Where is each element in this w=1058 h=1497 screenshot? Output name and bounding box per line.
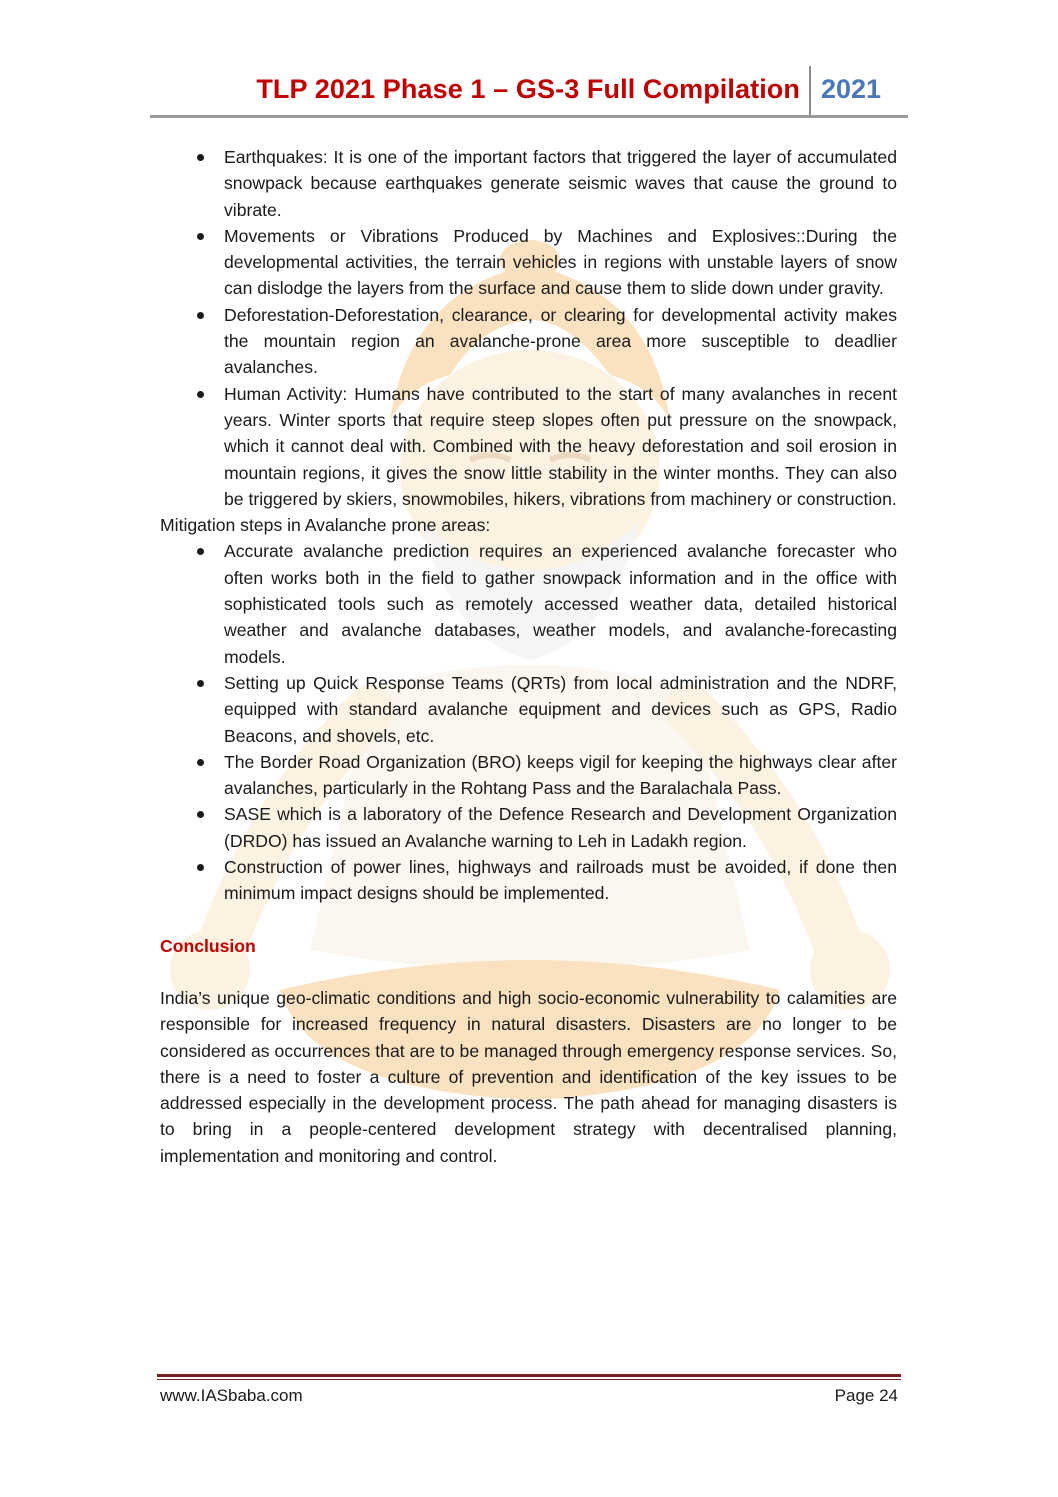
footer-rule-thin xyxy=(157,1379,901,1380)
bullet-icon xyxy=(197,548,204,555)
document-year: 2021 xyxy=(821,74,882,104)
footer-rule xyxy=(157,1374,901,1377)
bullet-icon xyxy=(197,680,204,687)
list-item: The Border Road Organization (BRO) keeps vigil for keeping the highways clear after avalanches, particularly in the Rohtang Pass and the Baralachala Pass. xyxy=(160,749,897,802)
page-body xyxy=(160,144,897,1169)
footer-website-link[interactable]: www.IASbaba.com xyxy=(160,1386,303,1405)
list-item: Earthquakes: It is one of the important factors that triggered the layer of accumulated snowpack because earthquakes generate seismic waves that cause the ground to vibrate. xyxy=(160,144,897,223)
list-item: Deforestation-Deforestation, clearance, or clearing for developmental activity makes the mountain region an avalanche-prone area more susceptible to deadlier avalanches. xyxy=(160,302,897,381)
list-item: Construction of power lines, highways and railroads must be avoided, if done then minimum impact designs should be implemented. xyxy=(160,854,897,907)
bullet-icon xyxy=(197,391,204,398)
causes-list xyxy=(160,144,897,512)
conclusion-heading: Conclusion xyxy=(160,935,256,956)
list-item: Human Activity: Humans have contributed to the start of many avalanches in recent years. Winter sports that require steep slopes often put pressure on the snowpack, which it cannot deal with. Combined with the heavy deforestation and soil erosion in mountain regions, it gives the snow little stability in the winter months. They can also be triggered by skiers, snowmobiles, hikers, vibrations from machinery or construction. xyxy=(160,381,897,512)
mitigation-list xyxy=(160,538,897,906)
page-header xyxy=(150,66,908,118)
bullet-icon xyxy=(197,154,204,161)
header-rule xyxy=(150,115,908,118)
bullet-icon xyxy=(197,759,204,766)
list-item: Accurate avalanche prediction requires an experienced avalanche forecaster who often works both in the field to gather snowpack information and in the office with sophisticated tools such as remotely accessed weather data, detailed historical weather and avalanche databases, weather models, and avalanche-forecasting models. xyxy=(160,538,897,669)
header-divider xyxy=(809,66,811,116)
page-number: Page 24 xyxy=(834,1386,898,1405)
conclusion-paragraph: India’s unique geo-climatic conditions and high socio-economic vulnerability to calamities are responsible for increased frequency in natural disasters. Disasters are no longer to be considered as occurrences that are to be managed through emergency response services. So, there is a need to foster a culture of prevention and identification of the key issues to be addressed especially in the development process. The path ahead for managing disasters is to bring in a people-centered development strategy with decentralised planning, implementation and monitoring and control. xyxy=(160,987,897,1166)
document-title: TLP 2021 Phase 1 – GS-3 Full Compilation xyxy=(256,74,800,104)
list-item: SASE which is a laboratory of the Defence Research and Development Organization (DRDO) has issued an Avalanche warning to Leh in Ladakh region. xyxy=(160,801,897,854)
list-item: Setting up Quick Response Teams (QRTs) from local administration and the NDRF, equipped with standard avalanche equipment and devices such as GPS, Radio Beacons, and shovels, etc. xyxy=(160,670,897,749)
bullet-icon xyxy=(197,811,204,818)
bullet-icon xyxy=(197,233,204,240)
bullet-icon xyxy=(197,312,204,319)
bullet-icon xyxy=(197,864,204,871)
list-item: Movements or Vibrations Produced by Machines and Explosives::During the developmental activities, the terrain vehicles in regions with unstable layers of snow can dislodge the layers from the surface and cause them to slide down under gravity. xyxy=(160,223,897,302)
mitigation-intro: Mitigation steps in Avalanche prone areas: xyxy=(160,515,491,536)
